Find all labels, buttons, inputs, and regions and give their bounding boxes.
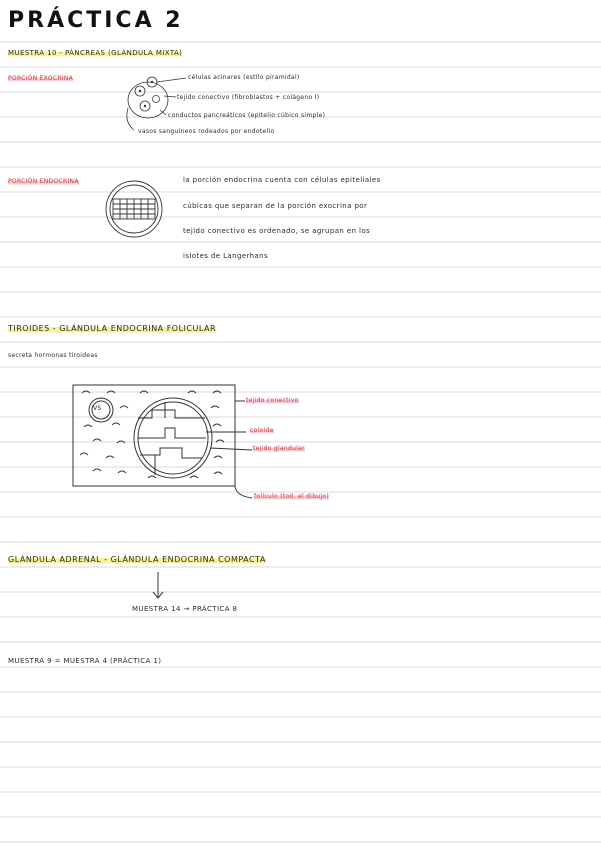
endocrine-desc-line1: la porción endocrina cuenta con células epiteliales	[183, 176, 381, 184]
exocrine-annotation-ducts: conductos pancreáticos (epitelio cúbico simple)	[168, 112, 326, 119]
endocrine-label: PORCIÓN ENDOCRINA	[8, 178, 79, 185]
exocrine-label: PORCIÓN EXOCRINA	[8, 75, 74, 82]
exocrine-annotation-connective: tejido conectivo (fibroblastos + colágeno I)	[177, 94, 320, 101]
endocrine-desc-line3: tejido conectivo es ordenado, se agrupan en los	[183, 227, 371, 235]
thyroid-annotation-glandular: tejido glandular	[253, 445, 305, 452]
thyroid-annotation-follicle: folículo (tod. el dibujo)	[254, 493, 329, 500]
thyroid-heading: TIROIDES - GLÁNDULA ENDOCRINA FOLICULAR	[8, 324, 217, 333]
exocrine-annotation-acinar: células acinares (estilo piramidal)	[188, 74, 300, 81]
thyroid-subtitle: secreta hormonas tiroideas	[8, 352, 98, 359]
endocrine-desc-line4: islotes de Langerhans	[183, 252, 269, 260]
vessel-label: VS	[93, 405, 102, 412]
exocrine-annotation-vessels: vasos sanguíneos rodeados por endotelio	[138, 128, 275, 135]
thyroid-annotation-connective: tejido conectivo	[246, 397, 299, 404]
adrenal-heading: GLÁNDULA ADRENAL - GLÁNDULA ENDOCRINA COMPACTA	[8, 555, 266, 564]
sample10-heading: MUESTRA 10 - PÁNCREAS (GLÁNDULA MIXTA)	[8, 49, 183, 57]
page-title: PRÁCTICA 2	[8, 8, 184, 33]
sample9-note: MUESTRA 9 = MUESTRA 4 (PRÁCTICA 1)	[8, 657, 162, 665]
adrenal-reference: MUESTRA 14 → PRÁCTICA 8	[132, 605, 238, 613]
endocrine-desc-line2: cúbicas que separan de la porción exocrina por	[183, 202, 368, 210]
thyroid-annotation-colloid: coloide	[250, 427, 274, 434]
